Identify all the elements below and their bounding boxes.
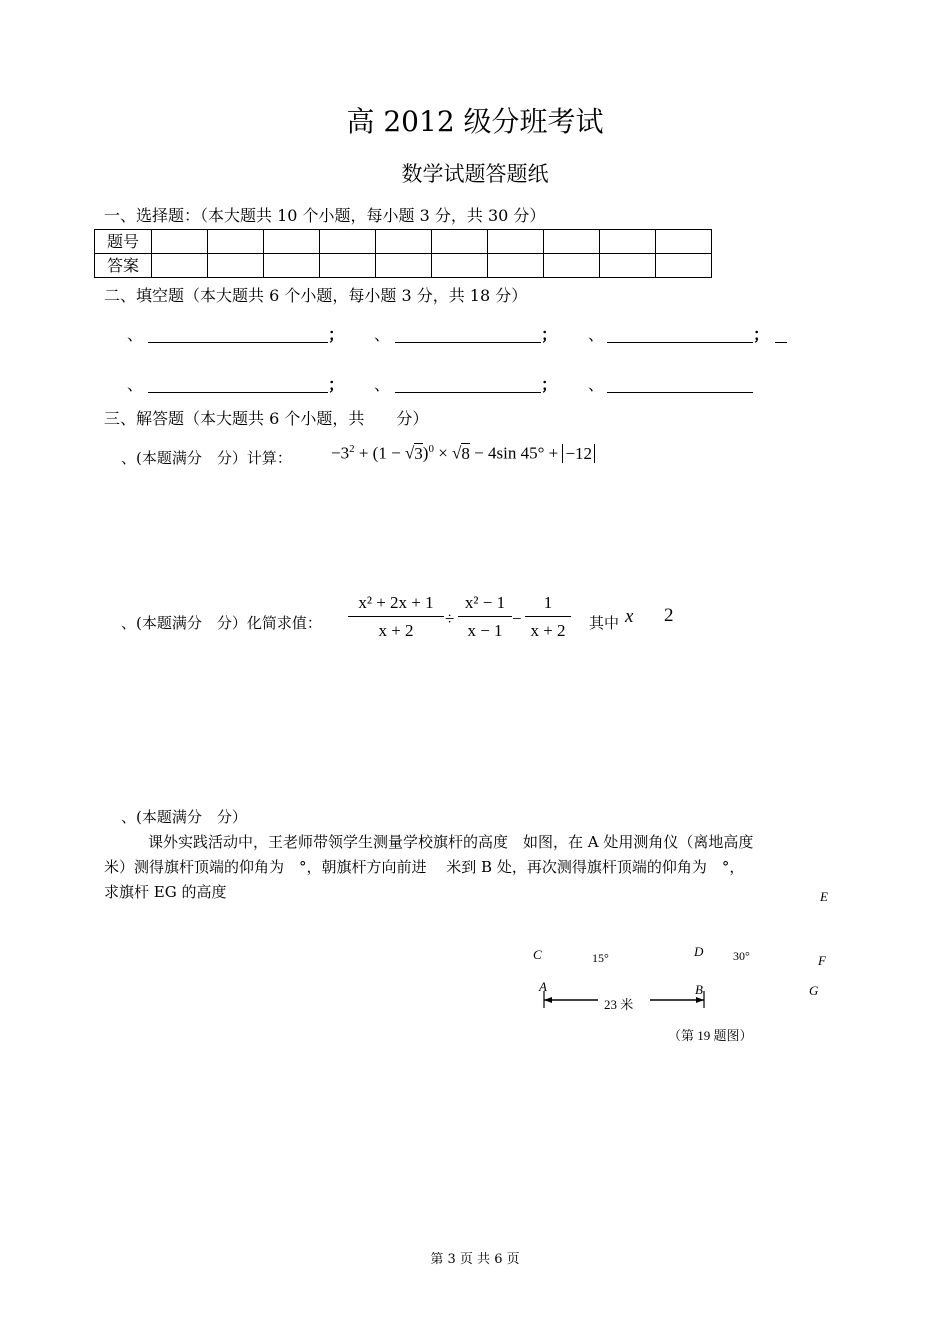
sqrt-icon: √ (404, 443, 415, 463)
fill-blank[interactable] (395, 374, 541, 393)
point-c-label: C (533, 947, 542, 962)
figure-caption: （第 19 题图） (668, 1028, 753, 1043)
fill-blank[interactable] (607, 374, 753, 393)
table-label-number: 题号 (95, 230, 152, 254)
semicolon: ； (328, 375, 345, 394)
semicolon: ； (753, 325, 770, 344)
q17-abs: −12 (562, 444, 595, 463)
blank-mark: 、 (374, 375, 391, 394)
answer-cell[interactable] (432, 230, 488, 254)
section1-heading: 一、选择题：（本大题共 10 个小题，每小题 3 分，共 30 分） (104, 206, 546, 225)
q17-sqrt3: 3 (414, 443, 423, 463)
answer-cell[interactable] (264, 254, 320, 278)
q19-line1: 课外实践活动中，王老师带领学生测量学校旗杆的高度 如图，在 A 处用测角仪（离地高度 (148, 833, 754, 851)
answer-cell[interactable] (208, 254, 264, 278)
q18-frac3-numerator: 1 (525, 593, 571, 617)
table-row (95, 254, 712, 278)
fill-blank[interactable] (775, 324, 787, 343)
q18-frac1-denominator: x + 2 (378, 621, 414, 640)
point-d-label: D (694, 944, 704, 959)
point-g-label: G (809, 983, 819, 998)
semicolon: ； (541, 325, 558, 344)
section3-heading: 三、解答题（本大题共 6 个小题，共 分） (104, 409, 429, 428)
answer-cell[interactable] (376, 254, 432, 278)
answer-cell[interactable] (488, 254, 544, 278)
answer-cell[interactable] (264, 230, 320, 254)
q17-term-a-exp: 2 (349, 443, 355, 455)
answer-table (94, 229, 712, 278)
fill-blank[interactable] (395, 324, 541, 343)
q17-term-c: ) (422, 443, 429, 463)
answer-cell[interactable] (320, 254, 376, 278)
blank-mark: 、 (588, 325, 605, 344)
q19-line3: 求旗杆 EG 的高度 (104, 883, 227, 901)
q17-term-d: × (433, 443, 453, 463)
point-f-label: F (818, 953, 826, 968)
fill-blank[interactable] (607, 324, 753, 343)
semicolon: ； (541, 375, 558, 394)
answer-cell[interactable] (432, 254, 488, 278)
answer-cell[interactable] (656, 254, 712, 278)
q19-prefix: 、(本题满分 分） (121, 808, 247, 826)
answer-cell[interactable] (600, 254, 656, 278)
q18-frac1-numerator: x² + 2x + 1 (348, 593, 444, 617)
q18-prefix: 、(本题满分 分）化简求值： (121, 614, 322, 632)
table-label-answer: 答案 (95, 254, 152, 278)
q18-tail: 其中 (589, 614, 620, 632)
answer-cell[interactable] (656, 230, 712, 254)
q17-expression (331, 443, 595, 464)
q17-term-b: + (1 − (354, 443, 405, 463)
answer-cell[interactable] (376, 230, 432, 254)
answer-cell[interactable] (152, 254, 208, 278)
q17-prefix: 、(本题满分 分）计算： (121, 449, 292, 467)
answer-cell[interactable] (600, 230, 656, 254)
blank-mark: 、 (588, 375, 605, 394)
point-e-label: E (820, 889, 828, 904)
answer-cell[interactable] (152, 230, 208, 254)
page-title: 高 2012 级分班考试 (346, 105, 604, 138)
table-row (95, 230, 712, 254)
q17-sqrt8: 8 (461, 443, 470, 463)
fill-blank[interactable] (148, 374, 328, 393)
q18-variable: x (625, 606, 634, 627)
q17-term-e: − 4sin 45° + (469, 443, 563, 463)
sqrt-icon: √ (452, 443, 462, 463)
angle-15-label: 15° (592, 951, 609, 965)
distance-label: 23 米 (604, 997, 634, 1012)
answer-cell[interactable] (544, 230, 600, 254)
answer-cell[interactable] (488, 230, 544, 254)
q18-frac2-numerator: x² − 1 (458, 593, 512, 617)
q17-term-a: −3 (331, 443, 350, 463)
q18-fraction-3 (525, 593, 571, 641)
q17-term-c-exp: 0 (428, 443, 434, 455)
q18-minus: − (512, 609, 522, 628)
angle-30-label: 30° (733, 949, 750, 963)
point-b-label: B (695, 982, 703, 997)
q18-fraction-2 (458, 593, 512, 641)
blank-mark: 、 (127, 375, 144, 394)
page-subtitle: 数学试题答题纸 (401, 162, 549, 186)
semicolon: ； (328, 325, 345, 344)
fill-blank[interactable] (148, 324, 328, 343)
point-a-label: A (539, 979, 547, 994)
q18-fraction-1 (348, 593, 444, 641)
blank-mark: 、 (374, 325, 391, 344)
answer-cell[interactable] (320, 230, 376, 254)
answer-cell[interactable] (208, 230, 264, 254)
q18-value: 2 (664, 605, 674, 626)
blank-mark: 、 (127, 325, 144, 344)
q18-divide: ÷ (445, 609, 455, 628)
section2-heading: 二、填空题（本大题共 6 个小题，每小题 3 分，共 18 分） (104, 286, 528, 305)
answer-cell[interactable] (544, 254, 600, 278)
q19-line2: 米）测得旗杆顶端的仰角为 °，朝旗杆方向前进 米到 B 处，再次测得旗杆顶端的仰角为 °， (104, 858, 745, 876)
q18-frac2-denominator: x − 1 (467, 621, 503, 640)
q18-frac3-denominator: x + 2 (530, 621, 566, 640)
page-footer: 第 3 页 共 6 页 (430, 1252, 520, 1267)
